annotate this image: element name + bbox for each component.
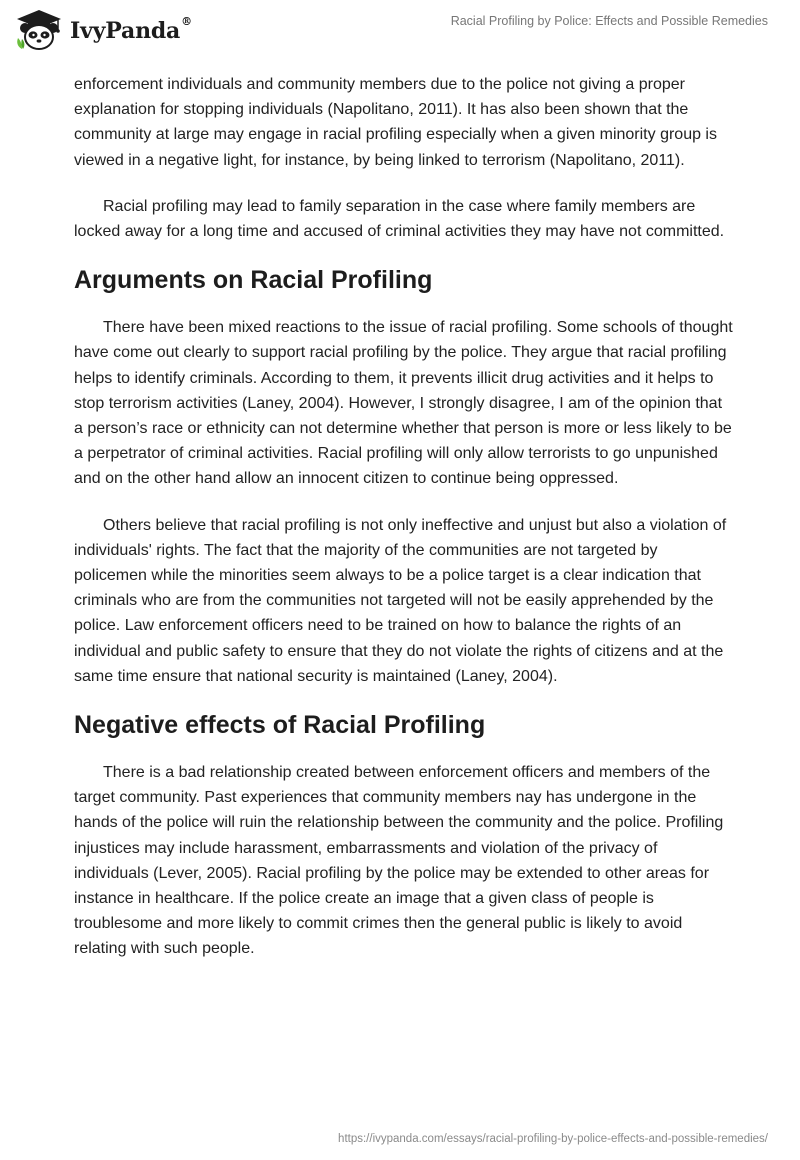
registered-mark: ®: [181, 15, 192, 28]
essay-content: [74, 72, 734, 983]
brand-text: IvyPanda: [70, 18, 181, 44]
panda-graduate-icon: [14, 8, 64, 52]
paragraph: Others believe that racial profiling is not only ineffective and unjust but also a violation of individuals' rights. The fact that the majority of the communities are not targeted by policemen while the minorities seem always to be a police target is a clear indication that criminals who are from the communities not targeted will not be easily apprehended by the police. Law enforcement officers need to be trained on how to balance the rights of an individual and public safety to ensure that they do not violate the rights of citizens and at the same time ensure that national security is maintained (Laney, 2004).: [74, 516, 727, 685]
page-header: [0, 0, 800, 70]
paragraph: There have been mixed reactions to the issue of racial profiling. Some schools of thought have come out clearly to support racial profiling by the police. They argue that racial profiling helps to identify criminals. According to them, it prevents illicit drug activities and it helps to stop terrorism activities (Laney, 2004). However, I strongly disagree, I am of the opinion that a person’s race or ethnicity can not determine whether that person is more or less likely to be a perpetrator of criminal activities. Racial profiling will only allow terrorists to go unpunished and on the other hand allow an innocent citizen to continue being oppressed.: [74, 319, 733, 488]
section-heading-negative-effects: Negative effects of Racial Profiling: [74, 711, 486, 740]
source-url-link[interactable]: https://ivypanda.com/essays/racial-profiling-by-police-effects-and-possible-remedies/: [338, 1133, 768, 1145]
paragraph: enforcement individuals and community members due to the police not giving a proper explanation for stopping individuals (Napolitano, 2011). It has also been shown that the community at large may engage in racial profiling especially when a given minority group is viewed in a negative light, for instance, by being linked to terrorism (Napolitano, 2011).: [74, 76, 717, 169]
paragraph: There is a bad relationship created between enforcement officers and members of the target community. Past experiences that community members nay has undergone in the hands of the police will ruin the relationship between the community and the police. Profiling injustices may include harassment, embarrassments and violation of the privacy of individuals (Lever, 2005). Racial profiling by the police may be extended to other areas for instance in healthcare. If the police create an image that a given class of people is troublesome and more likely to commit crimes then the general public is likely to avoid relating with such people.: [74, 764, 724, 958]
section-heading-arguments: Arguments on Racial Profiling: [74, 266, 433, 295]
logo[interactable]: [14, 8, 192, 52]
paragraph: Racial profiling may lead to family separation in the case where family members are locked away for a long time and accused of criminal activities they may have not committed.: [74, 197, 725, 241]
brand-name: [70, 15, 192, 44]
document-title: Racial Profiling by Police: Effects and Possible Remedies: [450, 14, 768, 28]
